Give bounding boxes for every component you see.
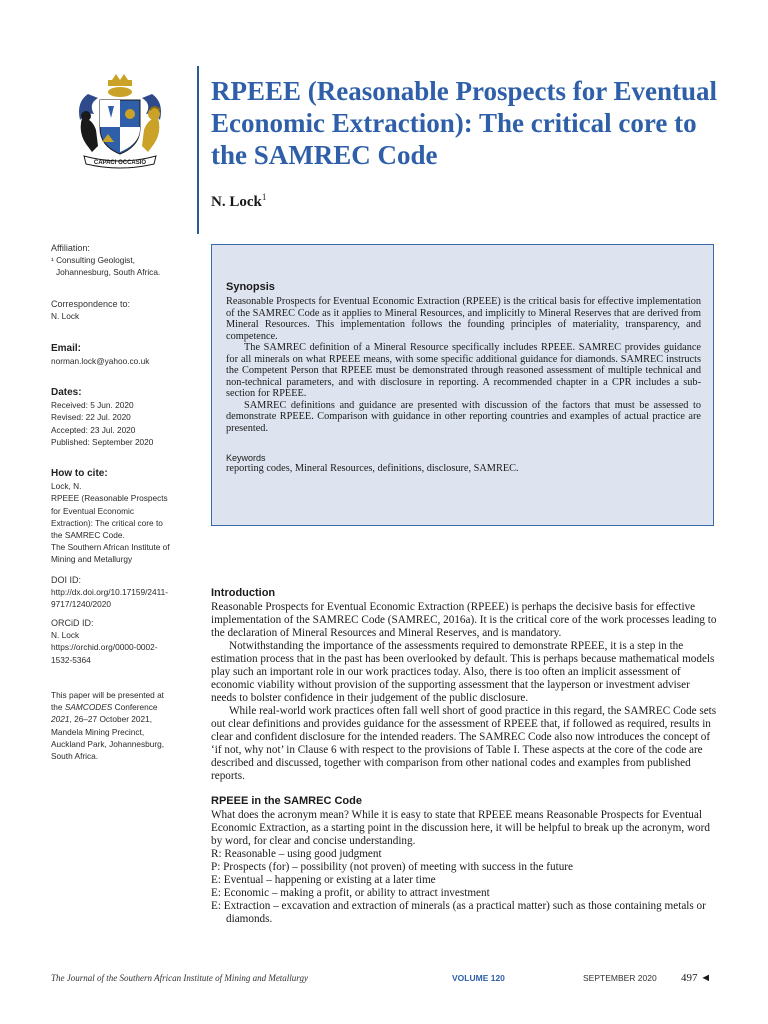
synopsis-paragraph: The SAMREC definition of a Mineral Resource specifically includes RPEEE. SAMREC provides guidance for all minerals on what RPEEE means, with some specific additional guidance for diamonds. SAMREC instructs the Competent Person that RPEEE must be demonstrated through reasoned assessment of multiple technical and non-technical parameters, and with disclosure in reporting. A recommended chapter in a CPR includes a sub-section for RPEEE. (226, 342, 701, 399)
acronym-list-item: R: Reasonable – using good judgment (211, 848, 382, 860)
footer-issue-date: SEPTEMBER 2020 (583, 973, 657, 983)
date-accepted: Accepted: 23 Jul. 2020 (51, 424, 136, 435)
conference-line: 2021, 26–27 October 2021, (51, 714, 153, 725)
keywords-heading: Keywords (226, 453, 266, 463)
cite-line: Mining and Metallurgy (51, 554, 133, 565)
cite-line: the SAMREC Code. (51, 530, 125, 541)
synopsis-paragraph: Reasonable Prospects for Eventual Economic Extraction (RPEEE) is the critical basis for effective implementation of the SAMREC Code as it applies to Mineral Resources, and implicitly to Mineral Reserves that are derived from Mineral Resources. This implementation follows the founding principles of materiality, transparency, and competence. (226, 296, 701, 342)
sidebar-email (51, 343, 191, 367)
cite-line: Lock, N. (51, 481, 82, 492)
cite-line: The Southern African Institute of (51, 542, 170, 553)
sidebar-correspondence (51, 298, 191, 322)
title-divider-rule (197, 66, 199, 234)
correspondence-name: N. Lock (51, 311, 80, 322)
body-paragraph: Reasonable Prospects for Eventual Economic Extraction (RPEEE) is perhaps the decisive basis for effective implementation of the SAMREC Code (SAMREC, 2016a). It is the critical core of the work processes leading to the declaration of Mineral Resources and Mineral Reserves, and is mandatory. (211, 601, 717, 639)
email-heading: Email: (51, 343, 82, 354)
institute-coat-of-arms-logo (68, 72, 172, 172)
sidebar-dates (51, 387, 191, 448)
date-received: Received: 5 Jun. 2020 (51, 400, 134, 411)
sidebar-conference-note (51, 689, 191, 762)
doi-link-line[interactable]: http://dx.doi.org/10.17159/2411- (51, 587, 169, 598)
author-line (211, 192, 266, 211)
author-affiliation-mark: 1 (261, 192, 267, 202)
affiliation-heading: Affiliation: (51, 243, 90, 253)
doi-link-line[interactable]: 9717/1240/2020 (51, 599, 111, 610)
conference-line: Mandela Mining Precinct, (51, 726, 145, 737)
email-address: norman.lock@yahoo.co.uk (51, 356, 150, 367)
correspondence-heading: Correspondence to: (51, 299, 131, 309)
body-paragraph: What does the acronym mean? While it is easy to state that RPEEE means Reasonable Prospects for Eventual Economic Extraction, as a starting point in the discussion here, it will be helpful to break up the acronym, word by word, for clear and concise understanding. (211, 809, 710, 847)
sidebar-citation (51, 468, 191, 566)
author-name: N. Lock (211, 194, 262, 210)
footer-journal-name: The Journal of the Southern African Institute of Mining and Metallurgy (51, 973, 308, 983)
footer-page-number: 497 ◄ (681, 972, 712, 984)
affiliation-line: ¹ Consulting Geologist, (51, 255, 135, 266)
page-footer (51, 973, 713, 987)
conference-line: Auckland Park, Johannesburg, (51, 738, 165, 749)
orcid-name: N. Lock (51, 630, 80, 641)
sidebar-orcid (51, 617, 191, 666)
keywords-list: reporting codes, Mineral Resources, definitions, disclosure, SAMREC. (226, 463, 519, 474)
article-title: RPEEE (Reasonable Prospects for Eventual Economic Extraction): The critical core to the SAMREC Code (211, 76, 717, 170)
orcid-heading: ORCiD ID: (51, 618, 94, 628)
conference-line: South Africa. (51, 751, 99, 762)
orcid-link-line[interactable]: 1532-5364 (51, 654, 91, 665)
cite-heading: How to cite: (51, 468, 108, 479)
conference-line: This paper will be presented at (51, 690, 164, 700)
date-revised: Revised: 22 Jul. 2020 (51, 412, 131, 423)
acronym-list-item: E: Extraction – excavation and extraction of minerals (as a practical matter) such as those containing metals or diamonds. (211, 900, 706, 925)
cite-line: RPEEE (Reasonable Prospects (51, 493, 168, 504)
body-paragraph: While real-world work practices often fall well short of good practice in this regard, the SAMREC Code sets out clear definitions and provides guidance for the assessment of RPEEE that, if followed as required, results in clear and confident disclosure for the intended readers. The SAMREC Code also now introduces the concept of ‘if not, why not’ in Clause 6 with respect to the provisions of Table I. These aspects at the core of the code are described and discussed, together with comparison from other national codes and examples from published reports. (211, 705, 717, 782)
article-body (211, 587, 717, 926)
dates-heading: Dates: (51, 387, 82, 398)
footer-volume: VOLUME 120 (452, 973, 505, 983)
conference-line: the SAMCODES Conference (51, 702, 158, 713)
cite-line: for Eventual Economic (51, 505, 135, 516)
svg-text:CAPACI OCCASIO: CAPACI OCCASIO (93, 160, 147, 166)
orcid-link-line[interactable]: https://orchid.org/0000-0002- (51, 642, 158, 653)
sidebar-doi (51, 574, 191, 611)
cite-line: Extraction): The critical core to (51, 517, 163, 528)
synopsis-heading: Synopsis (226, 281, 275, 293)
date-published: Published: September 2020 (51, 436, 154, 447)
rpeee-section-heading: RPEEE in the SAMREC Code (211, 795, 362, 807)
acronym-list-item: P: Prospects (for) – possibility (not proven) of meeting with success in the future (211, 861, 573, 873)
acronym-list-item: E: Economic – making a profit, or ability to attract investment (211, 887, 490, 899)
acronym-list-item: E: Eventual – happening or existing at a later time (211, 874, 436, 886)
sidebar-affiliation (51, 242, 191, 279)
affiliation-line: Johannesburg, South Africa. (56, 267, 161, 278)
introduction-heading: Introduction (211, 587, 276, 599)
synopsis-box (211, 244, 714, 526)
doi-heading: DOI ID: (51, 575, 82, 585)
body-paragraph: Notwithstanding the importance of the assessments required to demonstrate RPEEE, it is a step in the estimation process that in the past has been overlooked by default. This is perhaps because mathematical models play such an important role in our work practices today. Also, there is too often an implicit assessment of economic viability without provision of the supporting assessment that the layperson or investment adviser needs to bolster confidence in their judgement of the public disclosure. (211, 640, 715, 704)
synopsis-paragraph: SAMREC definitions and guidance are presented with discussion of the factors that must be assessed to demonstrate RPEEE. Comparison with guidance in other reporting countries and examples of actual practice are presented. (226, 399, 701, 434)
